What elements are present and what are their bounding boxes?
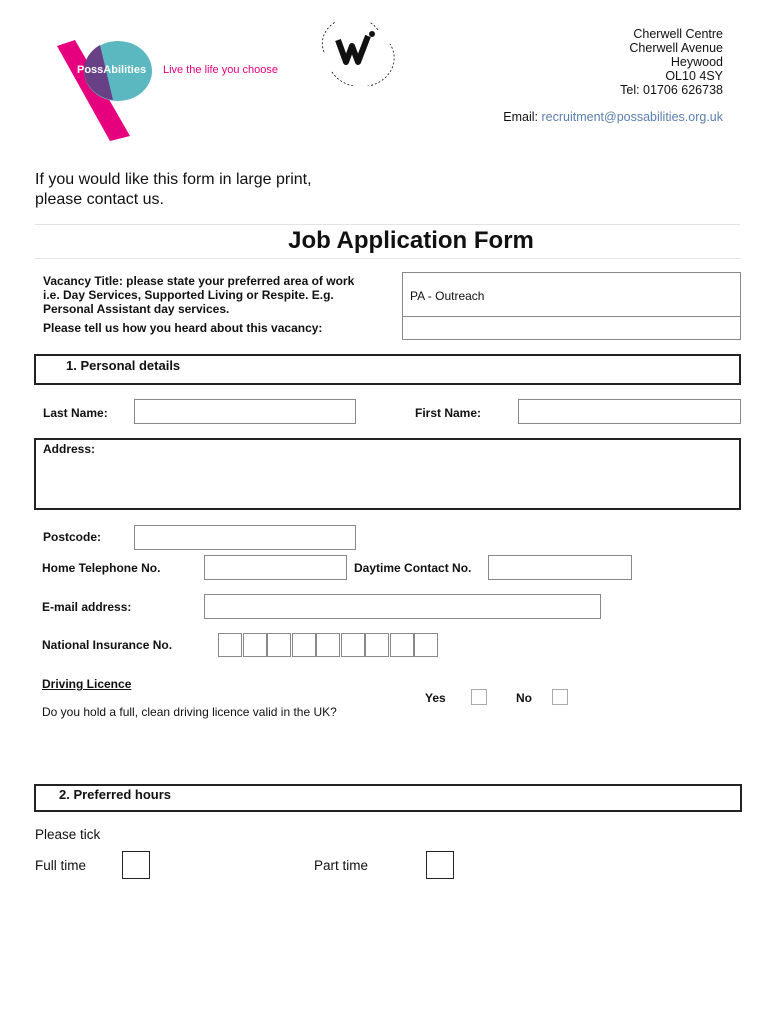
daytime-contact-label: Daytime Contact No. xyxy=(354,561,472,575)
home-telephone-field[interactable] xyxy=(204,555,347,580)
address-line: OL10 4SY xyxy=(665,69,723,83)
ni-char-box[interactable] xyxy=(292,633,316,657)
email-link[interactable]: recruitment@possabilities.org.uk xyxy=(541,110,723,124)
organisation-address xyxy=(620,27,723,97)
driving-yes-checkbox[interactable] xyxy=(471,689,487,705)
email-address-field[interactable] xyxy=(204,594,601,619)
no-label: No xyxy=(516,691,532,705)
section-1-heading: 1. Personal details xyxy=(66,358,181,373)
heard-about-field[interactable] xyxy=(402,316,741,340)
vacancy-title-label xyxy=(43,274,354,316)
first-name-field[interactable] xyxy=(518,399,741,424)
ni-char-box[interactable] xyxy=(390,633,414,657)
address-line: Heywood xyxy=(670,55,723,69)
please-tick-label: Please tick xyxy=(35,827,101,842)
yes-label: Yes xyxy=(425,691,446,705)
part-time-label: Part time xyxy=(314,858,369,873)
address-line: Tel: 01706 626738 xyxy=(620,83,723,97)
daytime-contact-field[interactable] xyxy=(488,555,632,580)
large-print-note xyxy=(35,170,312,210)
address-line: Cherwell Centre xyxy=(633,27,723,41)
badge-icon xyxy=(318,22,396,86)
ni-char-box[interactable] xyxy=(267,633,291,657)
title-rule-top xyxy=(35,224,740,225)
ni-char-box[interactable] xyxy=(365,633,389,657)
vacancy-label-line: Vacancy Title: please state your preferred area of work xyxy=(43,274,355,288)
ni-char-box[interactable] xyxy=(218,633,242,657)
ni-char-box[interactable] xyxy=(341,633,365,657)
last-name-label: Last Name: xyxy=(43,406,108,420)
logo-graphic xyxy=(55,38,295,148)
section-preferred-hours-header xyxy=(34,784,742,812)
full-time-checkbox[interactable] xyxy=(122,851,150,879)
email-label: Email: xyxy=(503,110,538,124)
national-insurance-label: National Insurance No. xyxy=(42,638,173,652)
email-address-label: E-mail address: xyxy=(42,600,132,614)
postcode-field[interactable] xyxy=(134,525,356,550)
ni-char-box[interactable] xyxy=(316,633,340,657)
full-time-label: Full time xyxy=(35,858,87,873)
postcode-label: Postcode: xyxy=(43,530,102,544)
part-time-checkbox[interactable] xyxy=(426,851,454,879)
title-rule-bottom xyxy=(35,258,740,259)
email-contact xyxy=(503,110,723,124)
driving-licence-question: Do you hold a full, clean driving licence valid in the UK? xyxy=(42,705,337,719)
logo-name: PossAbilities xyxy=(77,64,147,76)
possabilities-logo xyxy=(55,38,295,148)
driving-no-checkbox[interactable] xyxy=(552,689,568,705)
driving-licence-heading: Driving Licence xyxy=(42,677,132,691)
vacancy-label-line: i.e. Day Services, Supported Living or Respite. E.g. xyxy=(43,288,334,302)
large-print-line-2: please contact us. xyxy=(35,191,164,208)
heard-about-label: Please tell us how you heard about this vacancy: xyxy=(43,321,323,335)
home-telephone-label: Home Telephone No. xyxy=(42,561,161,575)
address-field[interactable] xyxy=(34,438,741,510)
large-print-line-1: If you would like this form in large print, xyxy=(35,171,312,188)
last-name-field[interactable] xyxy=(134,399,356,424)
page-title: Job Application Form xyxy=(288,227,534,254)
section-2-heading: 2. Preferred hours xyxy=(59,787,171,802)
vacancy-title-field[interactable] xyxy=(402,272,741,317)
address-label: Address: xyxy=(43,442,96,456)
ni-char-box[interactable] xyxy=(414,633,438,657)
ni-char-box[interactable] xyxy=(243,633,267,657)
vacancy-label-line: Personal Assistant day services. xyxy=(43,302,230,316)
positive-about-disabled-people-badge xyxy=(318,22,396,86)
section-personal-details-header xyxy=(34,354,741,385)
first-name-label: First Name: xyxy=(415,406,482,420)
vacancy-title-value: PA - Outreach xyxy=(410,289,485,303)
logo-tagline: Live the life you choose xyxy=(163,64,278,76)
address-line: Cherwell Avenue xyxy=(629,41,723,55)
